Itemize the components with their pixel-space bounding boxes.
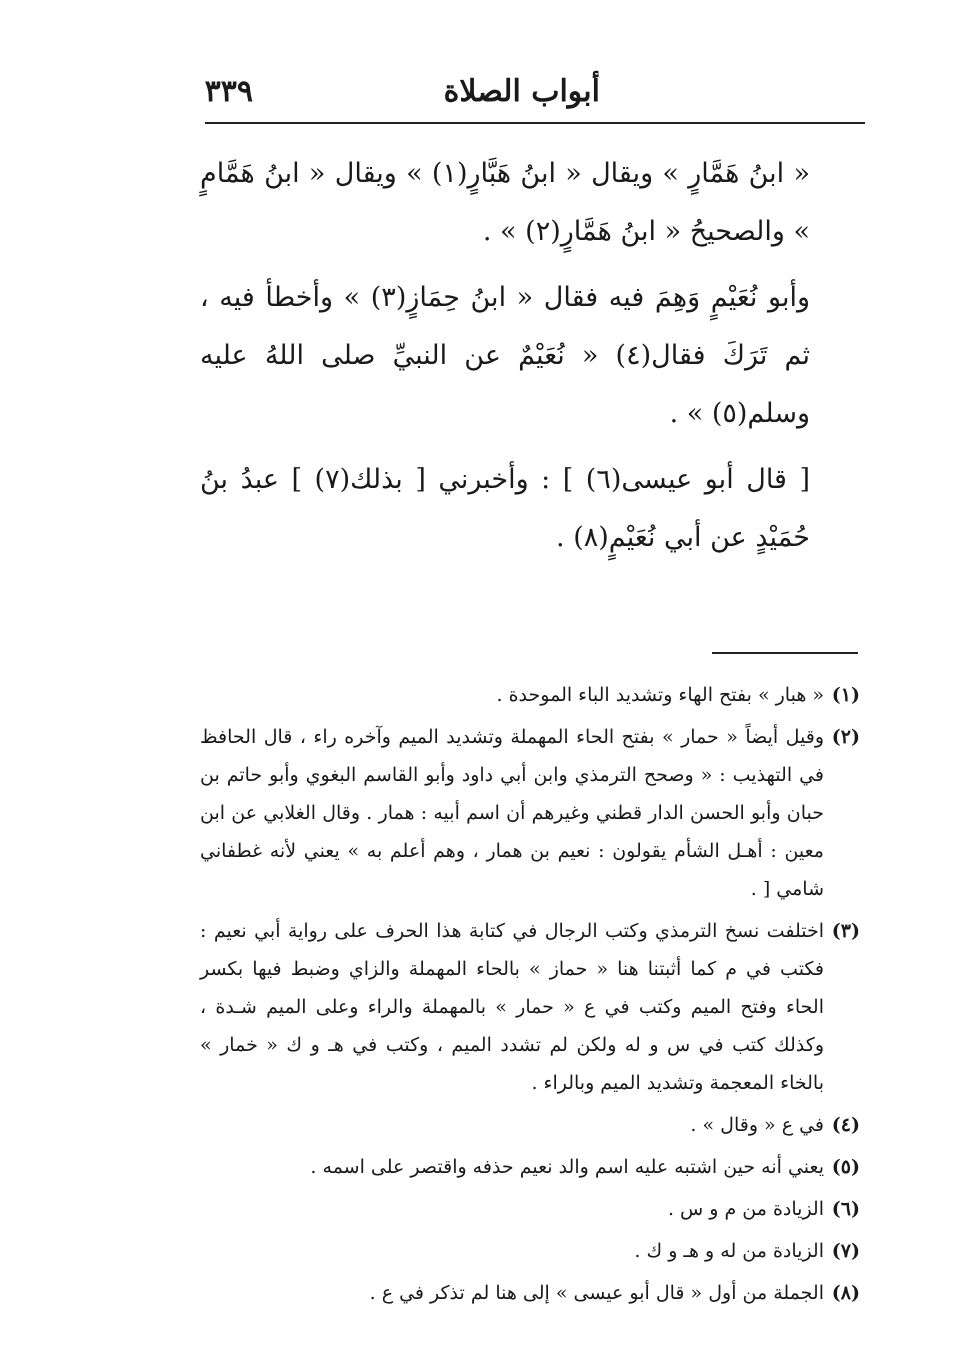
main-paragraph: « ابنُ هَمَّارٍ » ويقال « ابنُ هَبَّارٍ(١) » ويقال « ابنُ هَمَّامٍ » والصحيحُ « ابنُ هَمَّارٍ(٢) » .	[200, 158, 810, 247]
page-header	[205, 74, 865, 118]
footnote	[200, 912, 860, 1102]
footnote-number: (٧)	[831, 1240, 860, 1262]
footnote-text: الزيادة من م و س .	[667, 1198, 824, 1220]
header-divider	[205, 122, 865, 124]
main-paragraph: [ قال أبو عيسى(٦) ] : وأخبرني [ بذلك(٧) ] عبدُ بنُ حُمَيْدٍ عن أبي نُعَيْمٍ(٨) .	[200, 464, 810, 553]
footnote-text: في ع « وقال » .	[690, 1114, 824, 1136]
footnote-text: الزيادة من له و هـ و ك .	[634, 1240, 824, 1262]
footnote-number: (١)	[831, 684, 860, 706]
footnote	[200, 676, 860, 714]
footnote-text: يعني أنه حين اشتبه عليه اسم والد نعيم حذفه واقتصر على اسمه .	[310, 1156, 824, 1178]
footnote-number: (٥)	[831, 1156, 860, 1178]
main-paragraph: وأبو نُعَيْمٍ وَهِمَ فيه فقال « ابنُ حِمَازٍ(٣) » وأخطأ فيه ، ثم تَرَكَ فقال(٤) « نُعَيْمٌ عن النبيِّ صلى اللهُ عليه وسلم(٥) » .	[200, 282, 811, 429]
footnote	[200, 1274, 860, 1312]
footnote-number: (٢)	[831, 726, 860, 748]
footnote-number: (٦)	[831, 1198, 860, 1220]
footnote	[200, 1106, 860, 1144]
footnote-text: الجملة من أول « قال أبو عيسى » إلى هنا لم تذكر في ع .	[369, 1282, 824, 1304]
footnotes	[200, 676, 860, 1316]
footnote-number: (٨)	[831, 1282, 860, 1304]
footnote-text: اختلفت نسخ الترمذي وكتب الرجال في كتابة هذا الحرف على رواية أبي نعيم : فكتب في م كما أثبتنا هنا « حماز » بالحاء المهملة والزاي وضبط فيها بكسر الحاء وفتح الميم وكتب في ع « حمار » بالمهملة والراء وعلى الميم شـدة ، وكذلك كتب في س و له ولكن لم تشدد الميم ، وكتب في هـ و ك « خمار » بالخاء المعجمة وتشديد الميم وبالراء .	[200, 920, 824, 1094]
footnote	[200, 1232, 860, 1270]
footnote-text: « هبار » بفتح الهاء وتشديد الباء الموحدة .	[496, 684, 824, 706]
main-text	[200, 145, 810, 575]
footnote	[200, 1190, 860, 1228]
running-title: أبواب الصلاة	[443, 74, 600, 109]
footnote	[200, 1148, 860, 1186]
footnote-divider	[712, 652, 858, 654]
footnote-text: وقيل أيضاً « حمار » بفتح الحاء المهملة وتشديد الميم وآخره راء ، قال الحافظ في التهذيب : « وصحح الترمذي وابن أبي داود وأبو القاسم البغوي وأبو حاتم بن حبان وأبو الحسن الدار قطني وغيرهم أن اسم أبيه : همار . وقال الغلابي عن ابن معين : أهـل الشأم يقولون : نعيم بن همار ، وهم أعلم به » يعني لأنه غطفاني شامي [ .	[200, 726, 824, 900]
footnote	[200, 718, 860, 908]
footnote-number: (٣)	[831, 920, 860, 942]
page-number: ٣٣٩	[204, 74, 253, 109]
footnote-number: (٤)	[831, 1114, 860, 1136]
